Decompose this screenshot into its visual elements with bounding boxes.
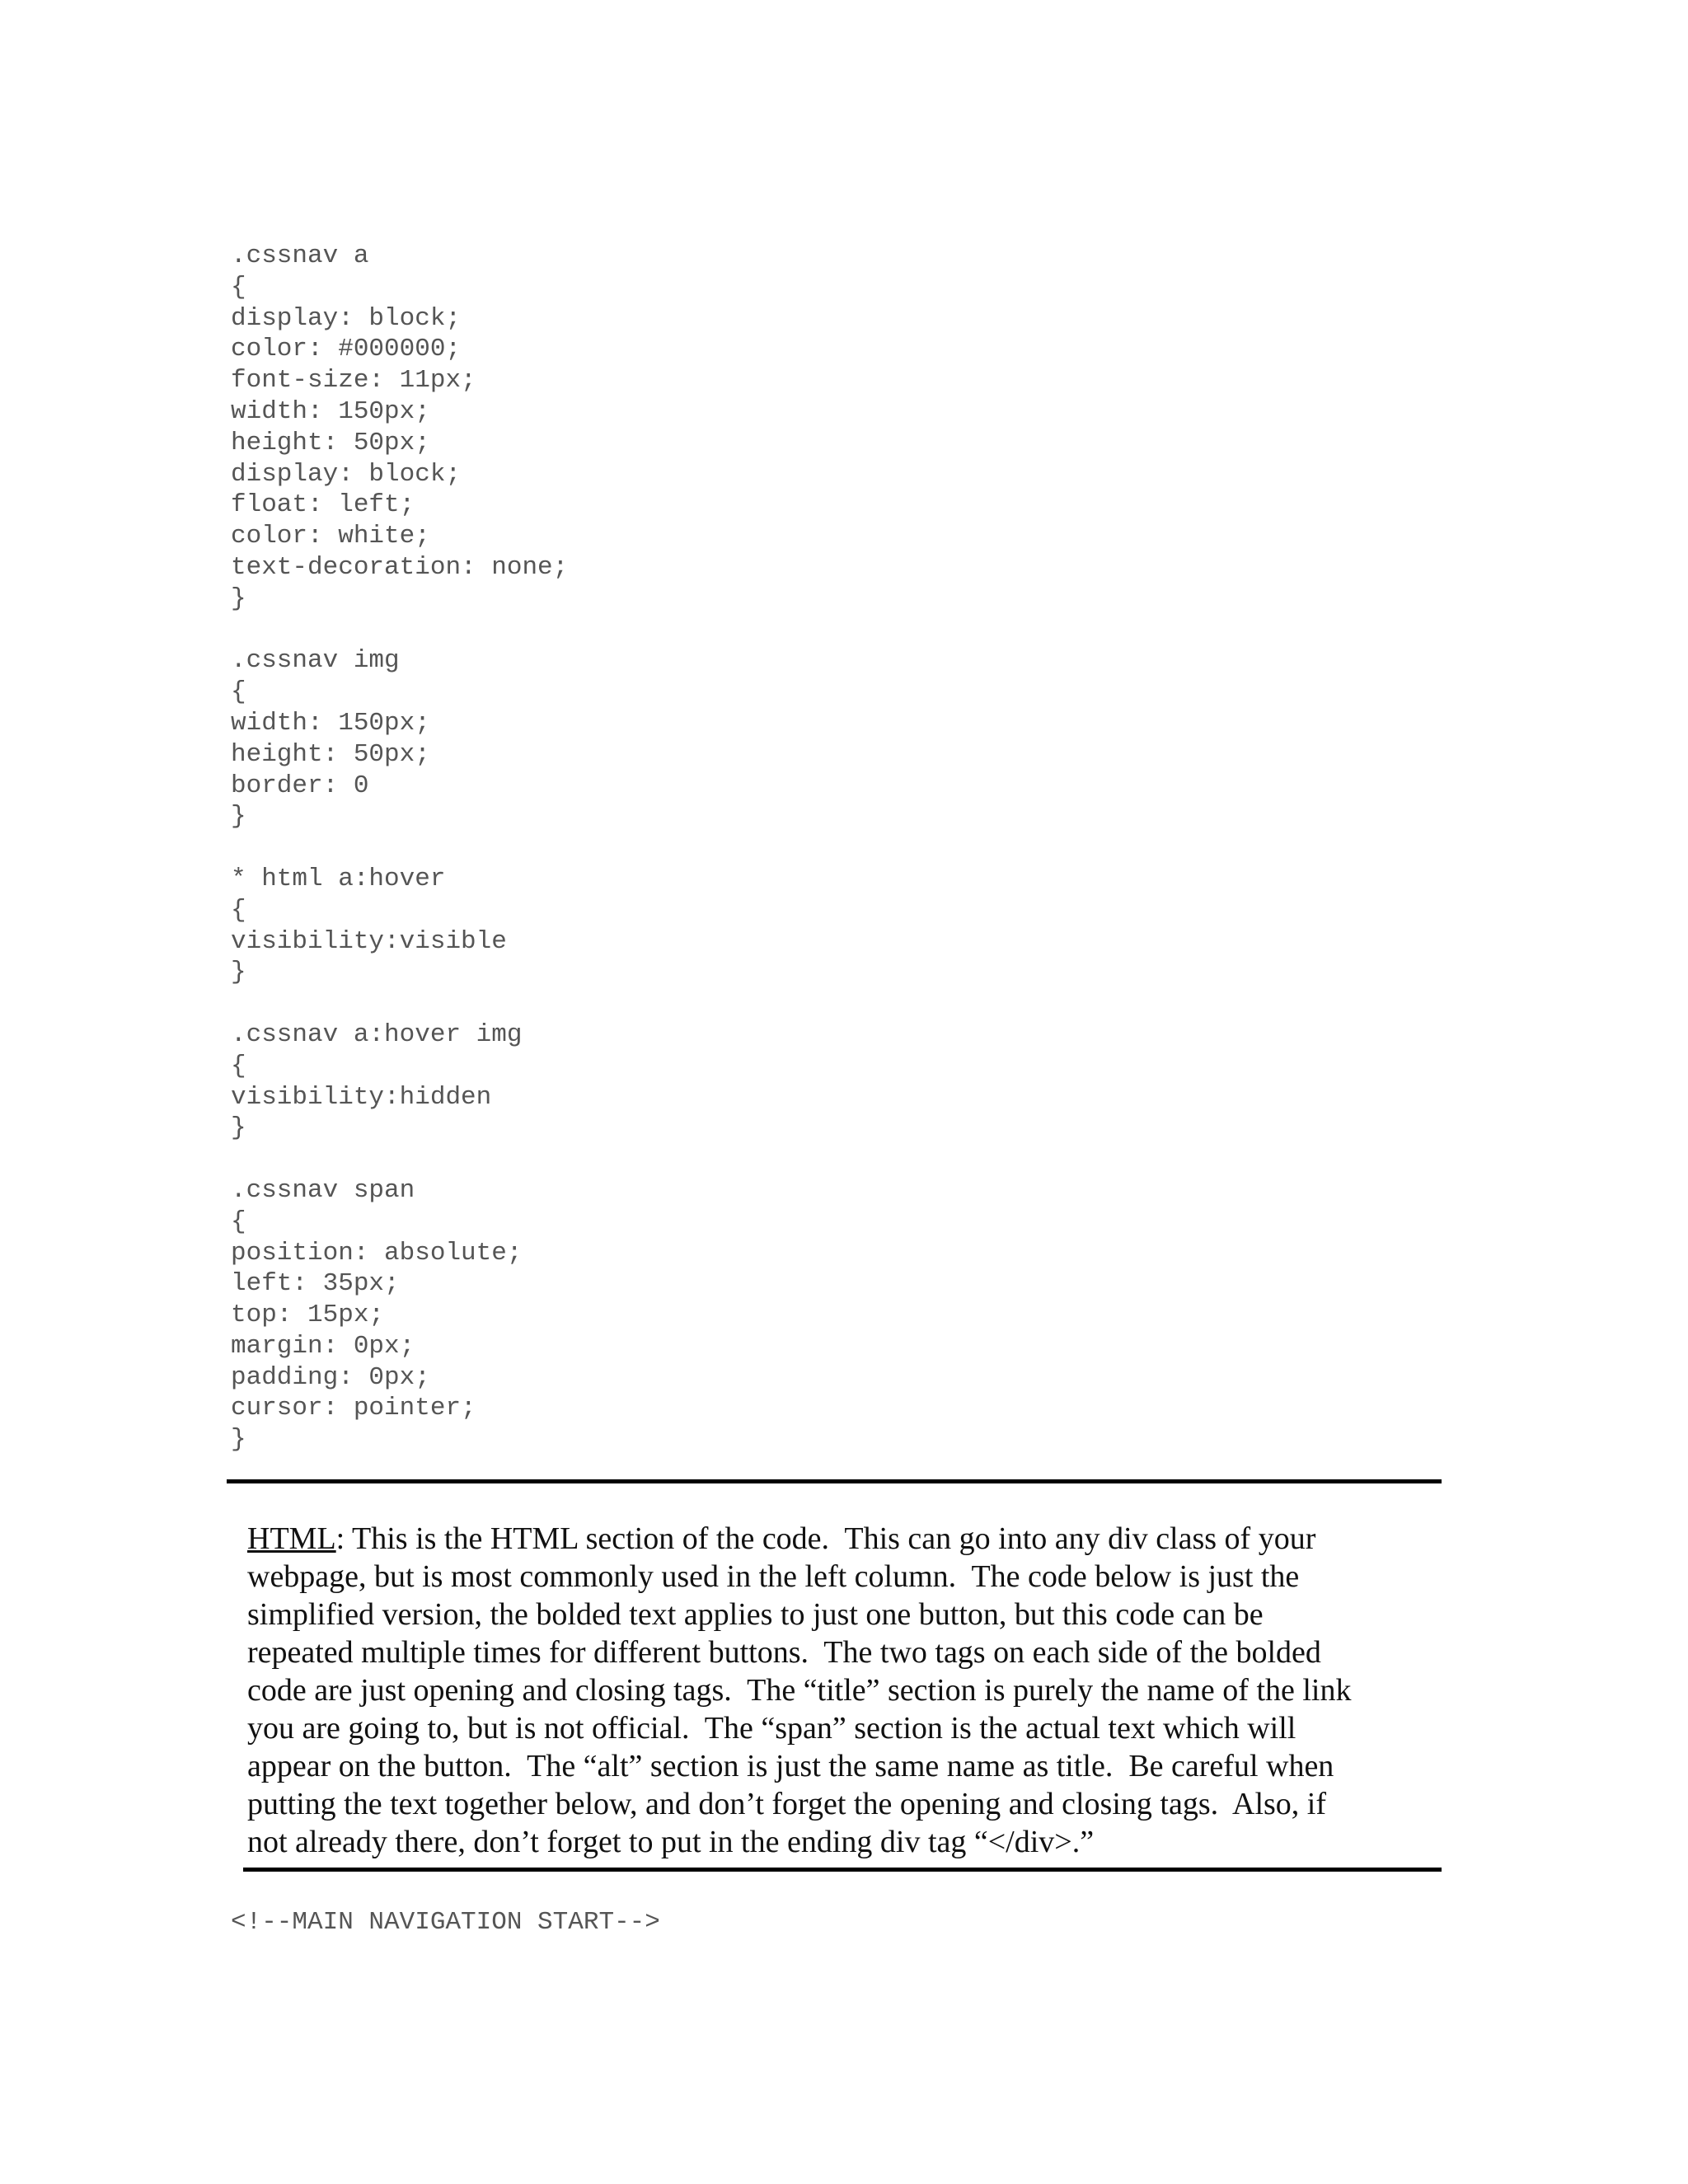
code-line: display: block; bbox=[231, 303, 462, 333]
html-label: HTML bbox=[247, 1521, 336, 1556]
code-line: { bbox=[231, 895, 246, 925]
code-line: cursor: pointer; bbox=[231, 1394, 476, 1423]
note-line: code are just opening and closing tags. The “title” section is purely the name of the link bbox=[247, 1673, 1352, 1708]
note-line: putting the text together below, and don’t forget the opening and closing tags. Also, if bbox=[247, 1787, 1327, 1821]
note-line: not already there, don’t forget to put in the ending div tag “</div>.” bbox=[247, 1825, 1095, 1859]
code-line: margin: 0px; bbox=[231, 1331, 415, 1361]
bottom-divider bbox=[243, 1868, 1442, 1872]
code-line: .cssnav span bbox=[231, 1175, 415, 1205]
code-line: { bbox=[231, 272, 246, 302]
css-code-block bbox=[231, 228, 568, 1455]
code-line: visibility:visible bbox=[231, 926, 507, 956]
code-line: .cssnav a bbox=[231, 241, 369, 270]
note-line: appear on the button. The “alt” section is just the same name as title. Be careful when bbox=[247, 1749, 1334, 1783]
top-divider bbox=[227, 1479, 1442, 1483]
code-line: text-decoration: none; bbox=[231, 552, 569, 582]
note-line: you are going to, but is not official. The “span” section is the actual text which will bbox=[247, 1711, 1296, 1746]
main-navigation-comment: <!--MAIN NAVIGATION START--> bbox=[231, 1908, 660, 1937]
code-line: } bbox=[231, 583, 246, 613]
code-line: float: left; bbox=[231, 490, 415, 520]
note-line: webpage, but is most commonly used in the left column. The code below is just the bbox=[247, 1559, 1300, 1594]
code-line bbox=[231, 1144, 568, 1175]
code-line: } bbox=[231, 1113, 246, 1143]
code-line: } bbox=[231, 1425, 246, 1455]
code-line: font-size: 11px; bbox=[231, 366, 476, 396]
html-note-paragraph bbox=[247, 1520, 1442, 1861]
code-line: } bbox=[231, 958, 246, 987]
code-line: width: 150px; bbox=[231, 396, 430, 426]
code-line: .cssnav img bbox=[231, 646, 400, 676]
code-line: * html a:hover bbox=[231, 864, 446, 893]
code-line bbox=[231, 988, 568, 1019]
code-line: .cssnav a:hover img bbox=[231, 1019, 523, 1049]
code-line: } bbox=[231, 802, 246, 832]
code-line: padding: 0px; bbox=[231, 1362, 430, 1392]
code-line: height: 50px; bbox=[231, 739, 430, 769]
note-first-line-text: : This is the HTML section of the code. This can go into any div class of your bbox=[335, 1521, 1316, 1556]
note-line: simplified version, the bolded text applies to just one button, but this code can be bbox=[247, 1597, 1264, 1632]
code-line: position: absolute; bbox=[231, 1238, 523, 1268]
code-line: { bbox=[231, 1207, 246, 1236]
code-line: border: 0 bbox=[231, 771, 369, 800]
code-line: left: 35px; bbox=[231, 1269, 400, 1299]
code-line: { bbox=[231, 1051, 246, 1080]
code-line: color: #000000; bbox=[231, 335, 462, 364]
code-line: color: white; bbox=[231, 522, 430, 551]
code-line bbox=[231, 832, 568, 864]
code-line: width: 150px; bbox=[231, 708, 430, 738]
note-line bbox=[247, 1520, 1442, 1558]
code-line bbox=[231, 615, 568, 646]
code-line: height: 50px; bbox=[231, 428, 430, 457]
code-line: visibility:hidden bbox=[231, 1082, 492, 1112]
note-line: repeated multiple times for different buttons. The two tags on each side of the bolded bbox=[247, 1635, 1321, 1670]
code-line: { bbox=[231, 677, 246, 707]
code-line: display: block; bbox=[231, 459, 462, 489]
code-line: top: 15px; bbox=[231, 1301, 385, 1330]
